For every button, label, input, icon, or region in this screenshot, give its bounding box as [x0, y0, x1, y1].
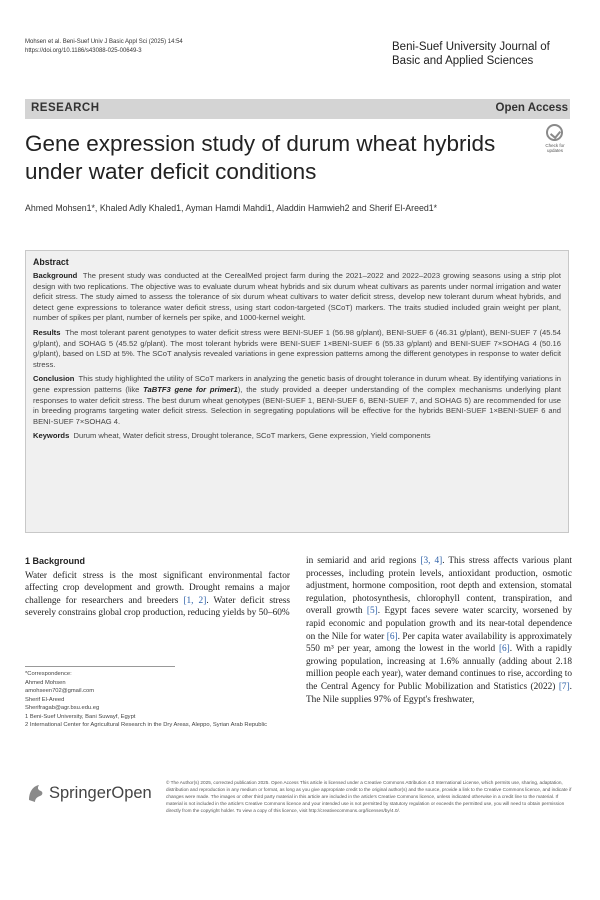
abstract-conclusion: Conclusion This study highlighted the utility of SCoT markers in analyzing the genetic basis of drought tolerance in durum wheat. By identifying variations in gene expression patterns (like TaBTF3 gene for primer1), the study provided a deeper understanding of the complex mechanisms underlying plant responses to water deficit stress. The best durum wheat genotypes (BENI-SUEF 1, BENI-SUEF 6, BENI-SUEF 7, and SOHAG 5) are recommended for use in breeding programs targeting water deficit stress. Selection in segregating populations will be effective for the hybrids BENI-SUEF 1×BENI-SUEF 6 and BENI-SUEF 7×SOHAG 4. [33, 374, 561, 426]
check-icon [546, 124, 563, 141]
journal-name: Beni-Suef University Journal of Basic and Applied Sciences [392, 41, 550, 67]
abstract-keywords: Keywords Durum wheat, Water deficit stress, Drought tolerance, SCoT markers, Gene expression, Yield components [33, 431, 431, 441]
footnote-divider [25, 666, 175, 667]
citation-link[interactable]: [7] [558, 681, 570, 692]
body-column-left: 1 Background Water deficit stress is the most significant environmental factor affecting crop development and growth. Drought remains a major challenge for researchers and breeders [1, 2]. Water deficit stress severely constrains global crop production, reducing yields by 50–60% [25, 556, 290, 619]
email-link[interactable]: amohseen702@gmail.com [25, 688, 95, 694]
correspondence-block: *Correspondence: Ahmed Mohsen amohseen702@gmail.com Sherif El-Areed Sherifragab@agr.bsu.edu.eg 1 Beni-Suef University, Bani Suwayf, Egypt 2 International Center for Agricultural Research in the Dry Areas, Aleppo, Syrian Arab Republic [25, 670, 290, 730]
abstract-results: Results The most tolerant parent genotypes to water deficit stress were BENI-SUEF 1 (56.98 g/plant), BENI-SUEF 6 (46.31 g/plant), BENI-SUEF 7 (45.54 g/plant), and SOHAG 5 (45.52 g/plant). The most tolerant hybrids were BENI-SUEF 1×BENI-SUEF 6 (55.33 g/plant) and BENI-SUEF 7×SOHAG 4 (50.16 g/plant), based on LSD at 5%. The SCoT analysis revealed variations in gene expression patterns among the different genotypes in response to water deficit stress. [33, 327, 561, 369]
license-text: © The Author(s) 2025, corrected publication 2025. Open Access This article is licensed under a Creative Commons Attribution 4.0 International License, which permits use, sharing, adaptation, distribution and reproduction in any medium or format, as long as you give appropriate credit to the original author(s) and the source, provide a link to the Creative Commons licence, and indicate if changes were made. The images or other third party material in this article are included in the article's Creative Commons licence, unless indicated otherwise in a credit line to the material. If material is not included in the article's Creative Commons licence and your intended use is not permitted by statutory regulation or exceeds the permitted use, you will need to obtain permission directly from the copyright holder. To view a copy of this licence, visit http://creativecommons.org/licenses/by/4.0/. [166, 780, 572, 813]
citation-link[interactable]: [6] [498, 644, 510, 655]
check-line1: Check for [545, 143, 565, 148]
citation: Mohsen et al. Beni-Suef Univ J Basic Appl Sci (2025) 14:54 [25, 39, 183, 45]
citation-block [25, 38, 183, 56]
doi-link[interactable]: https://doi.org/10.1186/s43088-025-00649-3 [25, 48, 142, 54]
check-for-updates-badge[interactable] [538, 124, 572, 158]
springer-horse-icon [25, 782, 47, 804]
springer-open-logo[interactable] [25, 782, 160, 804]
abstract-heading: Abstract [33, 257, 69, 267]
open-access-label: Open Access [495, 102, 568, 114]
abstract-background: Background The present study was conducted at the CerealMed project farm during the 2021–2022 and 2022–2023 growing seasons using a strip plot design with two replications. The objective was to evaluate durum wheat hybrids and six durum wheat cultivars as parents under normal irrigation and water deficit stress. The study aimed to assess the tolerance of six durum wheat cultivars to water deficit stress, develop new tolerant durum wheat hybrids, and detect gene expressions to tolerance water deficit stress, using start codon-targeted (SCoT) markers. The traits studied included grain weight per plant, number of spikes per plant, number of kernels per spike, and 1000-kernel weight. [33, 271, 561, 323]
check-line2: updates [546, 148, 563, 153]
author-list: Ahmed Mohsen1*, Khaled Adly Khaled1, Ayman Hamdi Mahdi1, Aladdin Hamwieh2 and Sherif El-Areed1* [25, 203, 438, 213]
email-link[interactable]: Sherifragab@agr.bsu.edu.eg [25, 705, 100, 711]
abstract-box [25, 250, 569, 533]
body-column-right: in semiarid and arid regions [3, 4]. This stress affects various plant processes, including protein levels, antioxidant production, osmotic adjustment, hormone composition, root depth and extension, stomatal regulation, photosynthesis, chlorophyll content, transpiration, and overall growth [5]. Egypt faces severe water scarcity, worsened by rapid economic and population growth and its near-total dependence on the Nile for water [6]. Per capita water availability is approximately 550 m³ per year, among the lowest in the world [6]. With a rapidly growing population, increasing at 1.6% annually (adding about 2.18 million people each year), water demand continues to rise, according to the Central Agency for Public Mobilization and Statistics (2022) [7]. The Nile supplies 97% of Egypt's freshwater, [306, 556, 572, 705]
article-type-band [25, 99, 570, 119]
article-type-label: RESEARCH [31, 102, 100, 114]
article-title: Gene expression study of durum wheat hybrids under water deficit conditions [25, 131, 496, 184]
citation-link[interactable]: [6] [386, 631, 398, 642]
citation-link[interactable]: [3, 4] [420, 556, 443, 566]
citation-link[interactable]: [5] [366, 606, 378, 617]
brand-name: SpringerOpen [49, 784, 152, 802]
citation-link[interactable]: [1, 2] [183, 595, 207, 606]
section-title: 1 Background [25, 556, 86, 566]
